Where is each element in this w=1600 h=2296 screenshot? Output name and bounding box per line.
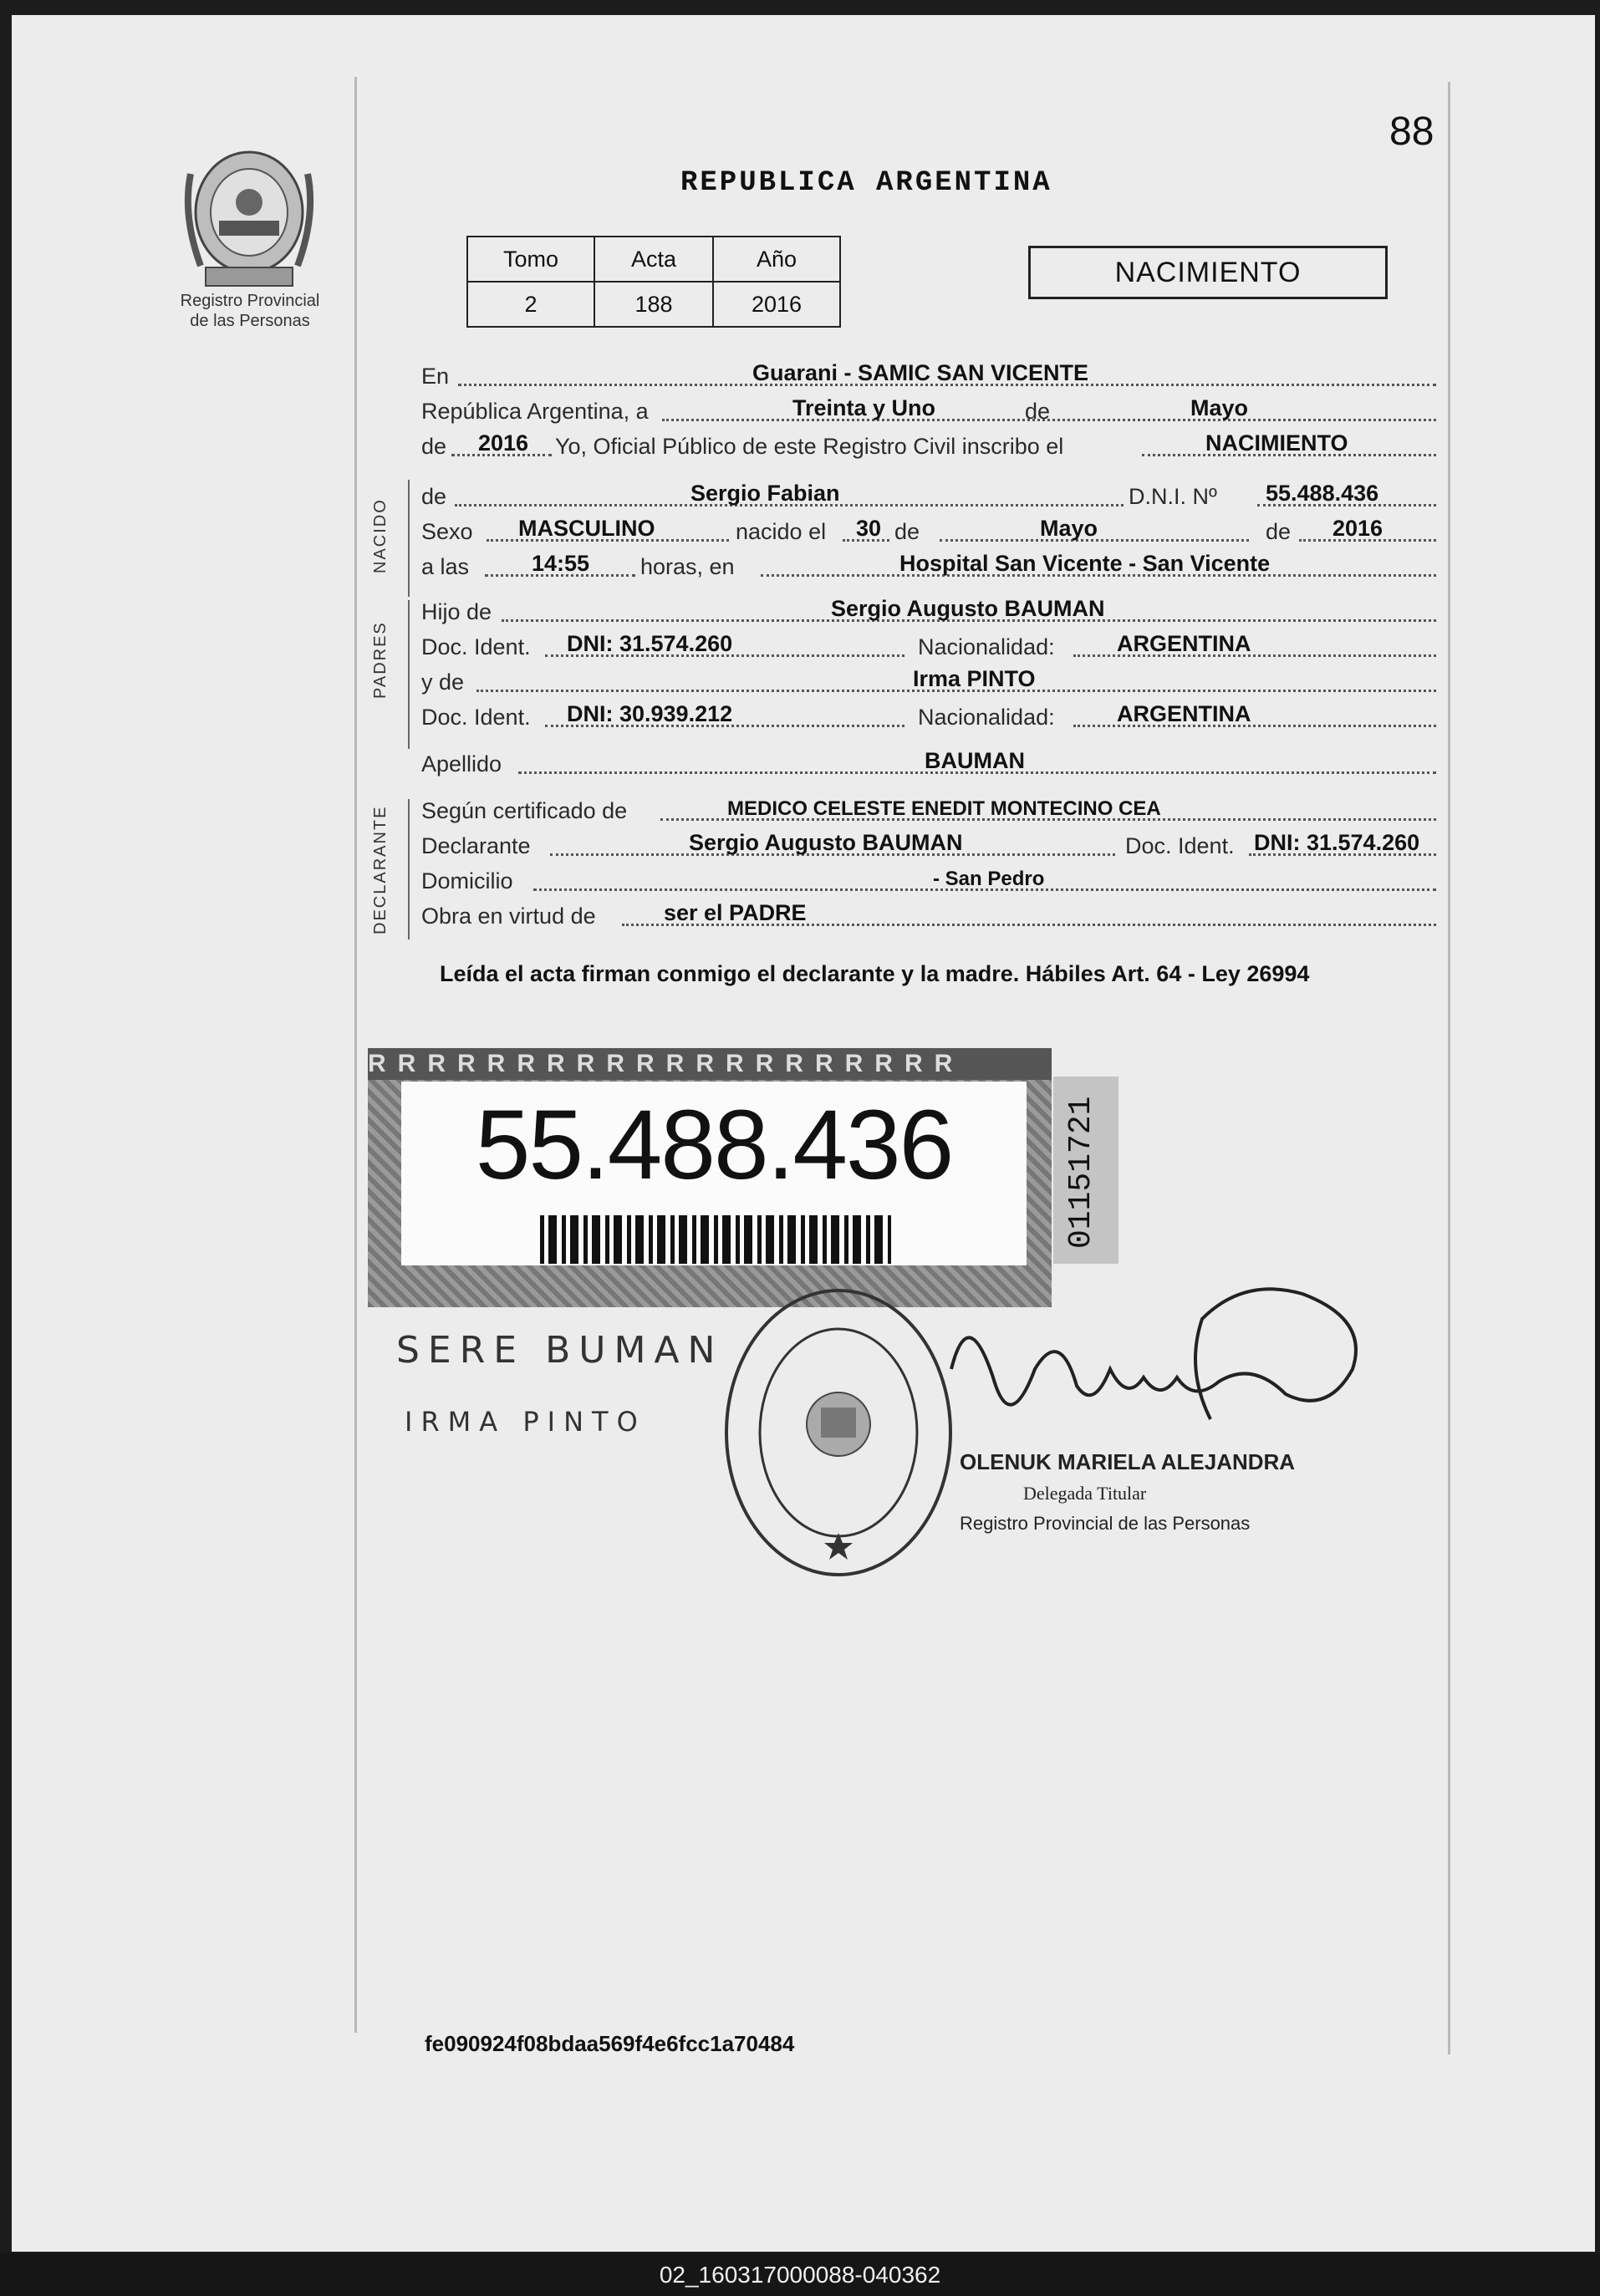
value-month: Mayo: [1190, 395, 1249, 420]
provincial-seal-logo: [176, 140, 323, 299]
legal-text: Leída el acta firman conmigo el declarante y la madre. Hábiles Art. 64 - Ley 26994: [440, 961, 1310, 986]
label-alas: a las: [421, 554, 470, 579]
value-birth-time: 14:55: [532, 551, 590, 576]
value-mother-doc: DNI: 30.939.212: [567, 701, 733, 726]
label-declarante: Declarante: [421, 833, 531, 858]
label-domicilio: Domicilio: [421, 868, 513, 893]
label-de3: de: [894, 519, 920, 544]
value-birth-year: 2016: [1332, 516, 1383, 541]
value-declarant: Sergio Augusto BAUMAN: [689, 830, 963, 855]
field-row-obra: [421, 899, 1436, 931]
field-row-certificado: [421, 794, 1436, 826]
label-de: de: [1025, 399, 1051, 424]
label-nac2: Nacionalidad:: [918, 705, 1055, 730]
value-tomo: 2: [467, 282, 594, 327]
header-acta: Acta: [594, 237, 713, 282]
label-apellido: Apellido: [421, 751, 502, 776]
label-nac1: Nacionalidad:: [918, 634, 1055, 659]
label-obra: Obra en virtud de: [421, 904, 596, 929]
section-padres-bar: [408, 600, 410, 749]
logo-caption: [162, 291, 338, 331]
value-mother-nat: ARGENTINA: [1117, 701, 1251, 726]
field-row-mother: [421, 665, 1436, 697]
value-birth-day: 30: [856, 516, 882, 541]
value-dni: 55.488.436: [1266, 481, 1379, 506]
field-row-en: [421, 359, 1436, 391]
record-table: [466, 236, 841, 328]
value-certificate: MEDICO CELESTE ENEDIT MONTECINO CEA: [727, 797, 1161, 820]
label-de4: de: [1266, 519, 1292, 544]
document-title: REPUBLICA ARGENTINA: [680, 167, 1052, 199]
left-rule: [354, 77, 357, 2033]
field-row-mother-doc: [421, 700, 1436, 732]
page-number: 88: [1389, 109, 1434, 154]
field-row-oficial: [421, 430, 1436, 461]
value-declarant-doc: DNI: 31.574.260: [1254, 830, 1420, 855]
header-tomo: Tomo: [467, 237, 594, 282]
label-hijo: Hijo de: [421, 599, 492, 624]
field-row-name: [421, 480, 1436, 512]
field-row-hora: [421, 550, 1436, 582]
label-doc3: Doc. Ident.: [1125, 833, 1235, 858]
header-ano: Año: [713, 237, 840, 282]
label-de2: de: [421, 434, 447, 459]
value-father-nat: ARGENTINA: [1117, 631, 1251, 656]
label-name: de: [421, 484, 447, 509]
section-nacido-bar: [408, 480, 410, 597]
value-en: Guarani - SAMIC SAN VICENTE: [752, 360, 1089, 385]
value-day-words: Treinta y Uno: [792, 395, 936, 420]
control-number-tag: [1053, 1077, 1118, 1264]
label-nacido-el: nacido el: [736, 519, 827, 544]
official-role: Delegada Titular: [1023, 1483, 1147, 1504]
field-row-sexo: [421, 515, 1436, 547]
official-signature-scrawl: [935, 1269, 1403, 1478]
value-surname: BAUMAN: [925, 748, 1025, 773]
label-oficial: Yo, Oficial Público de este Registro Civil inscribo el: [555, 434, 1064, 459]
barcode: [540, 1215, 891, 1264]
record-type-box: NACIMIENTO: [1028, 246, 1388, 299]
section-declarante-label: DECLARANTE: [371, 805, 390, 934]
section-declarante-bar: [408, 799, 410, 939]
value-obra: ser el PADRE: [664, 900, 807, 925]
value-birth-place: Hospital San Vicente - San Vicente: [899, 551, 1271, 576]
section-nacido-label: NACIDO: [371, 498, 390, 573]
sticker-label: [401, 1082, 1027, 1265]
value-birth-month: Mayo: [1040, 516, 1098, 541]
official-stamp: [719, 1282, 958, 1583]
label-dni: D.N.I. Nº: [1129, 484, 1217, 509]
field-row-apellido: [421, 747, 1436, 779]
document-page: [12, 15, 1595, 2252]
value-name: Sergio Fabian: [690, 481, 840, 506]
label-yde: y de: [421, 669, 465, 695]
handwritten-signature-father: SERE BUMAN: [396, 1329, 724, 1372]
field-row-fecha: [421, 395, 1436, 426]
value-year: 2016: [478, 430, 529, 456]
label-doc1: Doc. Ident.: [421, 634, 531, 659]
record-table-value-row: [467, 282, 840, 327]
field-row-declarante: [421, 829, 1436, 861]
document-hash: fe090924f08bdaa569f4e6fcc1a70484: [425, 2031, 795, 2056]
record-table-header-row: [467, 237, 840, 282]
sticker-dni-number: 55.488.436: [475, 1090, 953, 1200]
official-organization: Registro Provincial de las Personas: [960, 1513, 1251, 1534]
sticker-pattern-band: RRRRRRRRRRRRRRRRRRRR: [368, 1048, 1052, 1080]
value-sexo: MASCULINO: [518, 516, 655, 541]
section-declarante: [371, 805, 400, 954]
value-father: Sergio Augusto BAUMAN: [831, 596, 1105, 621]
section-padres: [371, 621, 400, 718]
logo-caption-line1: Registro Provincial: [180, 292, 320, 310]
label-en: En: [421, 364, 450, 389]
value-domicilio: - San Pedro: [933, 868, 1045, 890]
label-segun: Según certificado de: [421, 798, 628, 823]
field-row-father: [421, 595, 1436, 627]
label-doc2: Doc. Ident.: [421, 705, 531, 730]
official-name: OLENUK MARIELA ALEJANDRA: [960, 1449, 1296, 1474]
section-padres-label: PADRES: [371, 621, 390, 699]
right-rule: [1448, 82, 1450, 2054]
value-ano: 2016: [713, 282, 840, 327]
field-row-domicilio: [421, 864, 1436, 896]
label-republica: República Argentina, a: [421, 399, 649, 424]
value-acta: 188: [594, 282, 713, 327]
control-number: 01151721: [1063, 1096, 1099, 1249]
field-row-father-doc: [421, 630, 1436, 662]
logo-caption-line2: de las Personas: [190, 312, 310, 330]
label-sexo: Sexo: [421, 519, 473, 544]
label-horas: horas, en: [640, 554, 735, 579]
value-mother: Irma PINTO: [913, 666, 1036, 691]
handwritten-signature-mother: IRMA PINTO: [405, 1406, 646, 1438]
footer-id: 02_160317000088-040362: [659, 2262, 941, 2288]
section-nacido: [371, 498, 400, 593]
value-father-doc: DNI: 31.574.260: [567, 631, 733, 656]
value-acta-type: NACIMIENTO: [1205, 430, 1348, 456]
